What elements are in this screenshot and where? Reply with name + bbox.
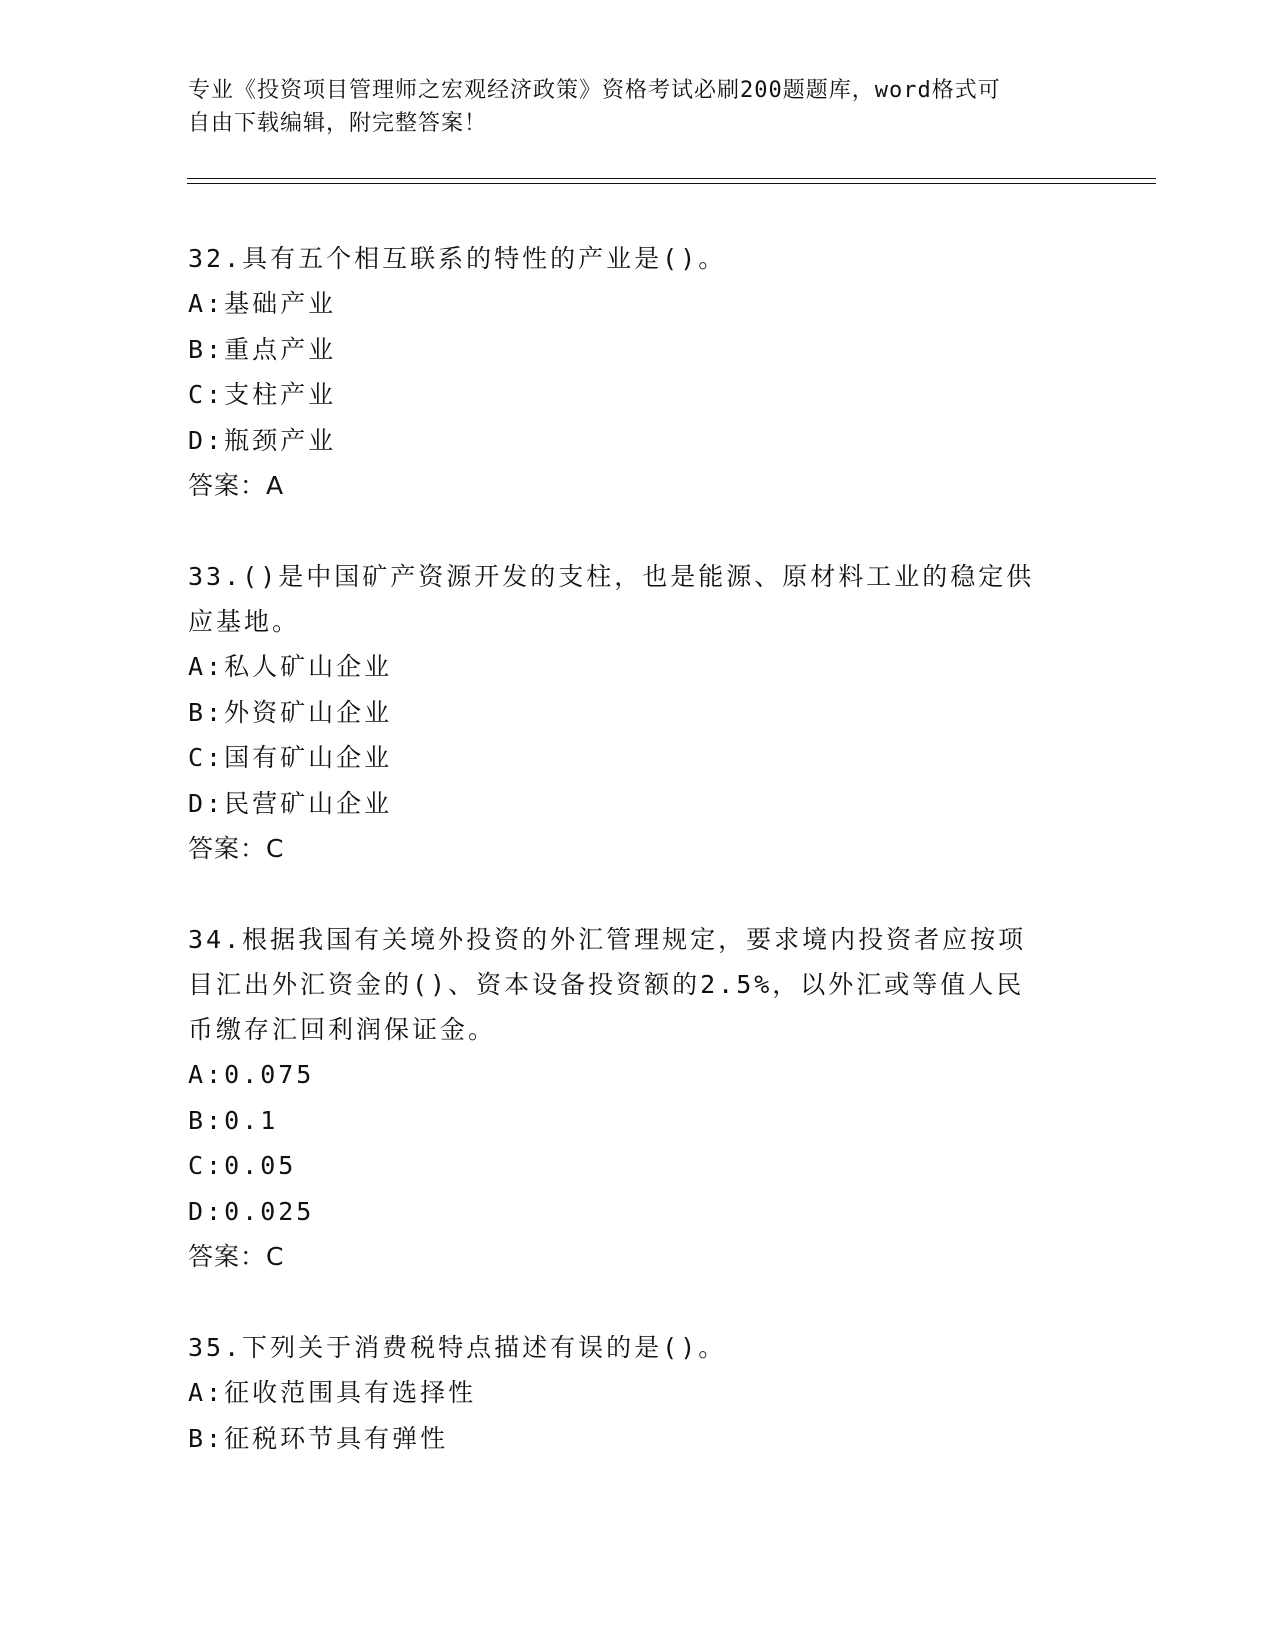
question-35 — [188, 1325, 1088, 1461]
option-d: D:民营矿山企业 — [188, 788, 393, 818]
question-32 — [188, 236, 1088, 508]
question-stem: 35.下列关于消费税特点描述有误的是()。 — [188, 1333, 727, 1362]
header-divider-bottom — [187, 183, 1156, 184]
question-34 — [188, 917, 1088, 1279]
option-b: B:征税环节具有弹性 — [188, 1423, 449, 1453]
question-33 — [188, 554, 1088, 871]
header-divider-top — [187, 178, 1156, 179]
option-c: C:支柱产业 — [188, 380, 337, 409]
option-c: C:国有矿山企业 — [188, 743, 393, 772]
option-a: A:私人矿山企业 — [188, 652, 393, 681]
option-b: B:重点产业 — [188, 334, 337, 364]
option-a: A:征收范围具有选择性 — [188, 1378, 477, 1407]
answer-line: 答案：C — [188, 1242, 285, 1271]
option-d: D:0.025 — [188, 1196, 315, 1226]
answer-line: 答案：A — [188, 471, 285, 500]
header-intro-line-1: 专业《投资项目管理师之宏观经济政策》资格考试必刷200题题库，word格式可 — [188, 78, 1001, 103]
option-a: A:0.075 — [188, 1060, 315, 1089]
question-stem: 33.()是中国矿产资源开发的支柱，也是能源、原材料工业的稳定供应基地。 — [188, 562, 1035, 636]
question-list — [188, 236, 1088, 1507]
question-stem: 34.根据我国有关境外投资的外汇管理规定，要求境内投资者应按项目汇出外汇资金的()、资本设备投资额的2.5%，以外汇或等值人民币缴存汇回利润保证金。 — [188, 925, 1027, 1044]
option-c: C:0.05 — [188, 1151, 297, 1180]
option-d: D:瓶颈产业 — [188, 425, 337, 455]
question-stem: 32.具有五个相互联系的特性的产业是()。 — [188, 244, 727, 273]
option-b: B:0.1 — [188, 1105, 279, 1135]
option-a: A:基础产业 — [188, 289, 337, 318]
document-header — [188, 74, 1068, 140]
answer-line: 答案：C — [188, 834, 285, 863]
option-b: B:外资矿山企业 — [188, 697, 393, 727]
header-intro-line-2: 自由下载编辑，附完整答案！ — [188, 111, 488, 136]
